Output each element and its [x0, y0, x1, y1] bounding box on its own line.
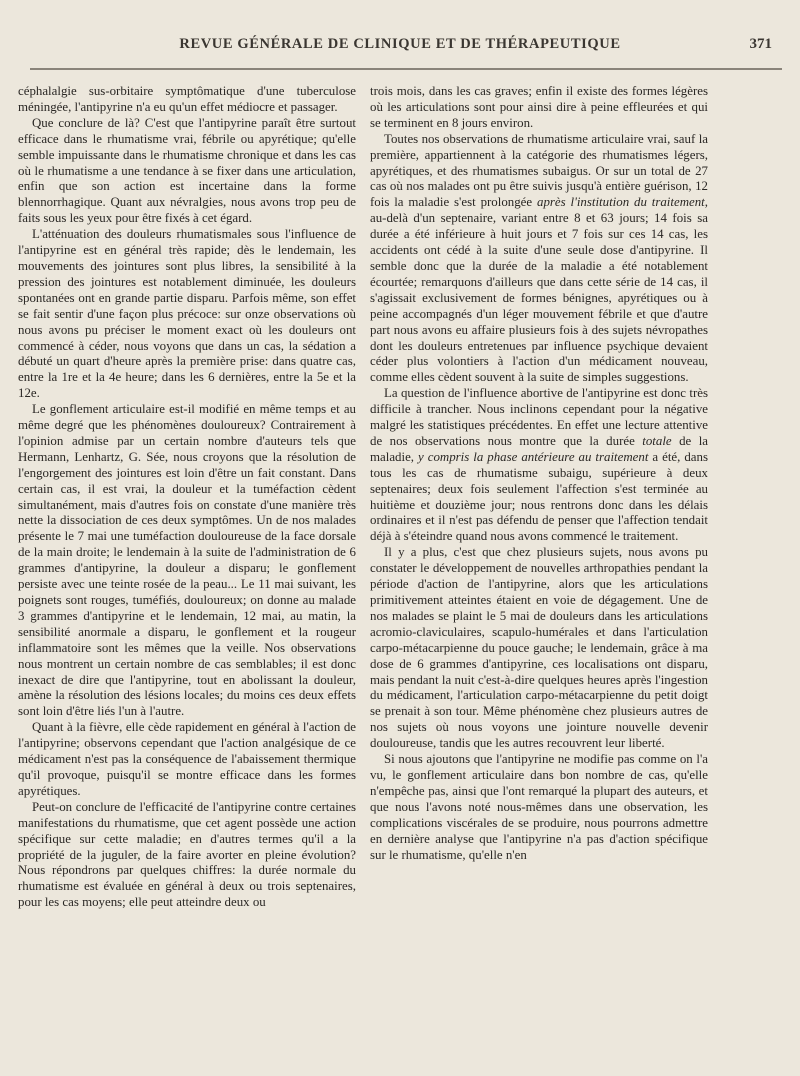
emphasis-text: après l'institution du traitement: [537, 195, 705, 210]
paragraph: Le gonflement articulaire est-il modifié en même temps et au même degré que les phénomènes douloureux? Contrairement à l'opinion admise par un certain nombre d'auteurs tels que Hermann, Lenhartz, G. Sée, nous croyons que la résolution de l'engorgement des jointures est loin d'être un fait constant. Dans certain cas, il est vrai, la douleur et la tuméfaction cèdent simultanément, mais d'autres fois on constate d'une manière très nette la dissociation de ces deux symptômes. Un de nos malades présente le 7 mai une tuméfaction douloureuse de la face dorsale de la main droite; le lendemain à la suite de l'administration de 6 grammes d'antipyrine, la douleur a disparu; le gonflement persiste avec une teinte rosée de la peau... Le 11 mai suivant, les poignets sont rouges, tuméfiés, douloureux; on donne au malade 3 grammes d'antipyrine et le lendemain, 12 mai, au matin, la sensibilité anormale a disparu, le gonflement et la rougeur inflammatoire sont les mêmes que la veille. Nos observations nous montrent un certain nombre de cas semblables; il est donc inexact de dire que l'antipyrine, tout en abolissant la douleur, amène la résolution des lésions locales; du moins ces deux effets sont loin d'être liés l'un à l'autre.: [18, 402, 356, 719]
paragraph: Que conclure de là? C'est que l'antipyrine paraît être surtout efficace dans le rhumatisme vrai, fébrile ou apyrétique; qu'elle semble impuissante dans le rhumatisme chronique et dans les cas où le rhumatisme a une tendance à se fixer dans une articulation, enfin que son action est incertaine dans la forme blennorrhagique. Quant aux névralgies, nous avons trop peu de faits sous les yeux pour être fixés à cet égard.: [18, 115, 356, 226]
text-run: Toutes nos observations de rhumatisme articulaire vrai, sauf la première, appartiennent à la catégorie des rhumatismes légers, apyrétiques, et des rhumatismes subaigus. Or sur un total de 27 cas où nos malades ont pu être suivis jusqu'à entière guérison, 12 fois la maladie s'est prolongée: [370, 131, 708, 210]
emphasis-text: y compris la phase antérieure au traitement: [418, 449, 649, 464]
running-head: [0, 36, 800, 60]
header-rule: [30, 68, 782, 70]
text-run: , au-delà d'un septenaire, variant entre 8 et 63 jours; 14 fois sa durée a été inférieure à huit jours et 7 fois sur ces 14 cas, les accidents ont cédé à la suite d'une seule dose d'antipyrine. Il semble donc que la durée de la maladie a été notablement écourtée; remarquons d'ailleurs que dans cette série de 14 cas, il s'agissait exclusivement de formes bénignes, apyrétiques ou à peine accompagnés d'un léger mouvement fébrile et que d'autre part nous avons eu affaire plusieurs fois à des sujets névropathes dont les douleurs entretenues par influence psychique devaient céder plus volontiers à l'action d'un médicament nouveau, comme elles cèdent souvent à la suite de simples suggestions.: [370, 195, 708, 385]
paragraph: céphalalgie sus-orbitaire symptômatique d'une tuberculose méningée, l'antipyrine n'a eu qu'un effet médiocre et passager.: [18, 84, 356, 114]
paragraph: Peut-on conclure de l'efficacité de l'antipyrine contre certaines manifestations du rhumatisme, que cet agent possède une action spécifique sur cette maladie; en d'autres termes qu'il a la propriété de la juguler, de la faire avorter en pleine évolution? Nous répondrons par quelques chiffres: la durée normale du rhumatisme est évaluée en général à deux ou trois septenaires, pour les cas moyens; elle peut atteindre deux ou: [18, 799, 356, 910]
left-column: [18, 84, 356, 911]
emphasis-text: totale: [642, 433, 672, 448]
paragraph: L'atténuation des douleurs rhumatismales sous l'influence de l'antipyrine est en général très rapide; dès le lendemain, les mouvements des jointures sont plus libres, la sensibilité à la pression des jointures est notablement diminuée, les douleurs spontanées ont en grande partie disparu. Parfois même, son effet se fait sentir d'une façon plus précoce: sur onze observations où nous avons pu préciser le moment exact où les douleurs ont commencé à céder, nous voyons que dans un cas, la sédation a débuté un quart d'heure après la première prise: dans quatre cas, entre la 1re et la 4e heure; dans les 6 dernières, entre la 5e et la 12e.: [18, 227, 356, 401]
paragraph: [370, 132, 708, 387]
running-title: REVUE GÉNÉRALE DE CLINIQUE ET DE THÉRAPEUTIQUE: [179, 36, 621, 52]
paragraph: trois mois, dans les cas graves; enfin il existe des formes légères où les articulations sont pour ainsi dire à peine effleurées et qui se terminent en 8 jours environ.: [370, 84, 708, 130]
paragraph: Il y a plus, c'est que chez plusieurs sujets, nous avons pu constater le développement de nouvelles arthropathies pendant la période d'action de l'antipyrine, alors que les articulations primitivement atteintes étaient en voie de dégagement. Une de nos malades se plaint le 5 mai de douleurs dans les articulations acromio-claviculaires, scapulo-humérales et dans l'articulation carpo-métacarpienne du pouce gauche; le lendemain, grâce à ma dose de 6 grammes d'antipyrine, ces localisations ont disparu, mais pendant la nuit c'est-à-dire quelques heures après l'ingestion du médicament, l'articulation carpo-métacarpienne du petit doigt se prenait à son tour. Même phénomène chez plusieurs autres de nos sujets où nous voyons une jointure nouvelle devenir douloureuse, tandis que les autres recouvrent leur liberté.: [370, 545, 708, 751]
paragraph: [370, 386, 708, 545]
right-column: [370, 84, 708, 863]
text-run: a été, dans tous les cas de rhumatisme subaigu, supérieure à deux septenaires; deux fois seulement l'affection s'est terminée au huitième et douzième jour; nous rentrons donc dans les délais ordinaires et il n'est pas défendu de penser que l'affection tendait déjà à s'éteindre quand nous avons commencé le traitement.: [370, 449, 708, 544]
text-run: de la maladie,: [370, 433, 708, 464]
page-number: 371: [749, 36, 772, 52]
paragraph: Si nous ajoutons que l'antipyrine ne modifie pas comme on l'a vu, le gonflement articulaire dans bon nombre de cas, qu'elle n'empêche pas, ainsi que l'ont remarqué la plupart des auteurs, et que nous l'avons noté nous-mêmes dans une observation, les complications viscérales de se produire, nous pourrons admettre en dernière analyse que l'antipyrine n'a pas d'action spécifique sur le rhumatisme, qu'elle n'en: [370, 752, 708, 862]
paragraph: Quant à la fièvre, elle cède rapidement en général à l'action de l'antipyrine; observons cependant que l'action analgésique de ce médicament n'est pas la conséquence de l'abaissement thermique qu'il provoque, puisqu'il se montre efficace dans les formes apyrétiques.: [18, 720, 356, 798]
text-run: La question de l'influence abortive de l'antipyrine est donc très difficile à trancher. Nous inclinons cependant pour la négative malgré les statistiques précédentes. En effet une lecture attentive de nos observations nous montre que la durée: [370, 386, 708, 448]
